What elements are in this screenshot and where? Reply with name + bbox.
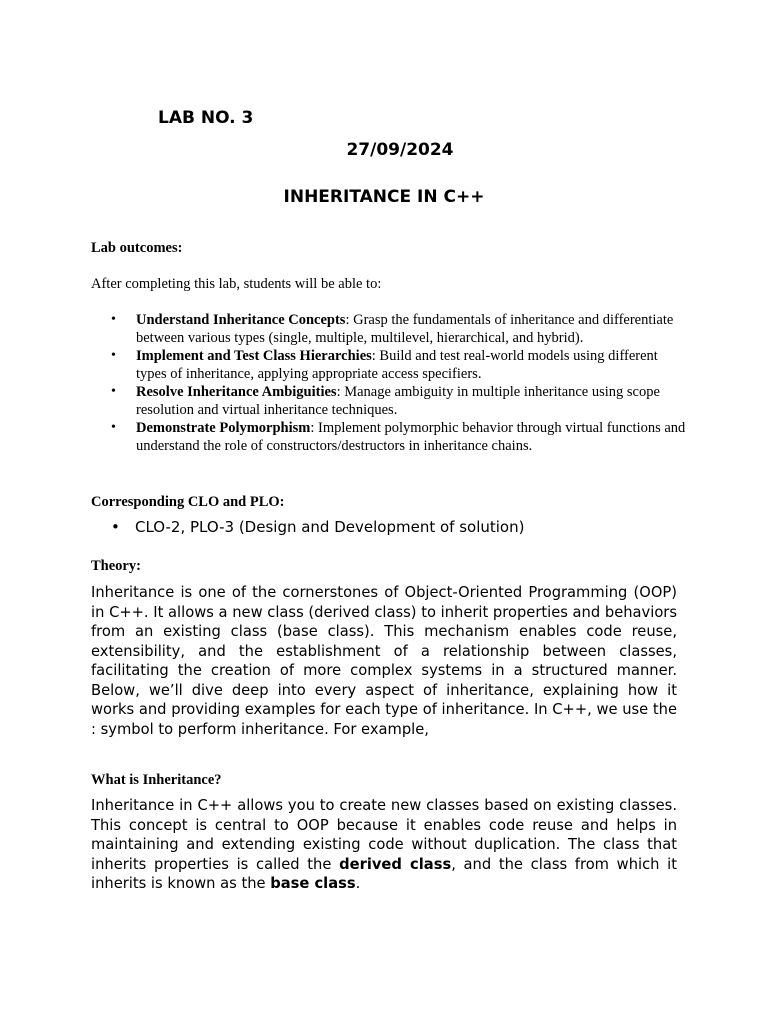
what-is-text-2: , and the class from which it inherits is known as the	[91, 855, 677, 892]
lab-outcomes-list	[91, 311, 691, 455]
bullet-icon: •	[111, 420, 116, 435]
theory-paragraph: Inheritance is one of the cornerstones of Object-Oriented Programming (OOP) in C++. It allows a new class (derived class) to inherit properties and behaviors from an existing class (base class). This mechanism enables code reuse, extensibility, and the establishment of a relationship between classes, facilitating the creation of more complex systems in a structured manner. Below, we’ll dive deep into every aspect of inheritance, explaining how it works and providing examples for each type of inheritance. In C++, we use the : symbol to perform inheritance. For example,	[91, 584, 677, 738]
outcome-text: : Implement polymorphic behavior through virtual functions and understand the role of constructors/destructors in inheritance chains.	[136, 420, 686, 454]
lab-outcomes-heading: Lab outcomes:	[91, 240, 183, 256]
outcome-term: Resolve Inheritance Ambiguities	[136, 384, 337, 400]
list-item	[91, 311, 691, 347]
outcome-term: Implement and Test Class Hierarchies	[136, 348, 372, 364]
lab-date	[0, 140, 768, 160]
bullet-icon: •	[111, 518, 120, 536]
what-is-heading: What is Inheritance?	[91, 772, 222, 788]
clo-plo-text: CLO-2, PLO-3 (Design and Development of solution)	[135, 518, 525, 536]
lab-outcomes-intro: After completing this lab, students will be able to:	[91, 276, 382, 292]
derived-class-term: derived class	[339, 855, 452, 873]
clo-plo-heading: Corresponding CLO and PLO:	[91, 494, 285, 510]
outcome-text: : Grasp the fundamentals of inheritance and differentiate between various types (single, multiple, multilevel, hierarchical, and hybrid).	[136, 312, 674, 346]
clo-plo-list	[91, 517, 524, 537]
bullet-icon: •	[111, 384, 116, 399]
what-is-text-1: Inheritance in C++ allows you to create new classes based on existing classes. This concept is central to OOP because it enables code reuse and helps in maintaining and extending existing code without duplication. The class that inherits properties is called the	[91, 797, 677, 873]
bullet-icon: •	[111, 348, 116, 363]
page-title: INHERITANCE IN C++	[283, 187, 485, 207]
list-item	[91, 517, 524, 537]
outcome-text: : Manage ambiguity in multiple inheritance using scope resolution and virtual inheritance techniques.	[136, 384, 660, 418]
bullet-icon: •	[111, 312, 116, 327]
outcome-term: Demonstrate Polymorphism	[136, 420, 311, 436]
outcome-text: : Build and test real-world models using different types of inheritance, applying appropriate access specifiers.	[136, 348, 658, 382]
what-is-paragraph	[91, 796, 677, 894]
list-item	[91, 383, 691, 419]
outcome-term: Understand Inheritance Concepts	[136, 312, 346, 328]
lab-date-text: 27/09/2024	[346, 140, 454, 160]
what-is-text-3: .	[355, 875, 361, 892]
theory-heading: Theory:	[91, 558, 141, 574]
list-item	[91, 347, 691, 383]
list-item	[91, 419, 691, 455]
base-class-term: base class	[270, 875, 356, 892]
lab-number: LAB NO. 3	[158, 108, 254, 128]
